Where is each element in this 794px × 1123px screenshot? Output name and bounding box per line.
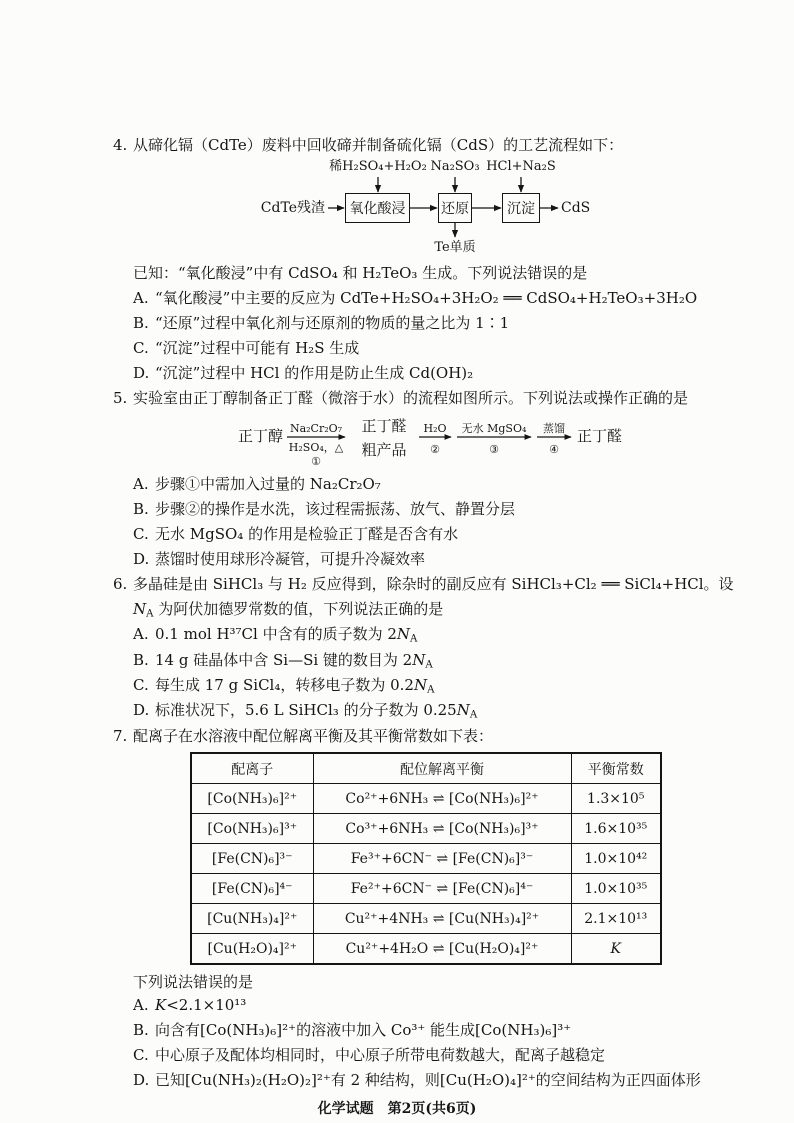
option-text (155, 651, 433, 669)
option-text: 步骤①中需加入过量的 Na₂Cr₂O₇ (155, 475, 381, 493)
table-cell-constant: 1.6×10³⁵ (571, 814, 661, 844)
table-cell-ion: [Cu(NH₃)₄]²⁺ (191, 904, 313, 934)
question-4-stem (113, 134, 623, 156)
q5-option-b (133, 498, 515, 520)
q7-option-d (133, 1069, 701, 1091)
crude-product-label-line1: 正丁醛 (361, 417, 407, 435)
table-header-row (191, 753, 661, 784)
option-text: 蒸馏时使用球形冷凝管，可提升冷凝效率 (155, 550, 426, 568)
table-header-ion: 配离子 (191, 753, 313, 784)
table-cell-equilibrium: Fe²⁺+6CN⁻ ⇌ [Fe(CN)₆]⁴⁻ (313, 874, 571, 904)
question-6-stem-line2 (133, 598, 443, 620)
table-cell-equilibrium: Co³⁺+6NH₃ ⇌ [Co(NH₃)₆]³⁺ (313, 814, 571, 844)
process-box-reduction (438, 193, 472, 223)
text-run: 0.1 mol H³⁷Cl 中含有的质子数为 2 (155, 625, 397, 643)
option-text: “还原”过程中氧化剂与还原剂的物质的量之比为 1∶1 (155, 314, 510, 332)
text-run: 每生成 17 g SiCl₄，转移电子数为 0.2 (155, 676, 414, 694)
q6-option-c (133, 674, 434, 696)
process-box-label: 氧化酸浸 (349, 201, 406, 217)
table-cell-ion: [Fe(CN)₆]⁴⁻ (191, 874, 313, 904)
text-run: 14 g 硅晶体中含 Si—Si 键的数目为 2 (155, 651, 413, 669)
option-key: A. (133, 625, 149, 643)
step4-number: ④ (549, 443, 559, 456)
crude-product-label-line2: 粗产品 (361, 441, 407, 459)
question-stem-text: 从碲化镉（CdTe）废料中回收碲并制备硫化镉（CdS）的工艺流程如下： (133, 136, 624, 154)
option-key: B. (133, 500, 149, 518)
option-key: C. (133, 525, 149, 543)
option-text: 中心原子及配体均相同时，中心原子所带电荷数越大，配离子越稳定 (155, 1046, 606, 1064)
table-cell-ion: [Fe(CN)₆]³⁻ (191, 844, 313, 874)
text-run: 标准状况下，5.6 L SiHCl₃ 的分子数为 0.25 (155, 701, 457, 719)
italic-symbol: N (396, 625, 411, 643)
byproduct-label: Te单质 (434, 240, 476, 255)
italic-symbol: K (155, 996, 167, 1014)
table-row (191, 934, 661, 965)
reagent-label: HCl+Na₂S (486, 159, 556, 174)
subscript: A (469, 709, 478, 721)
text-run: 为阿伏加德罗常数的值，下列说法正确的是 (153, 600, 444, 618)
step2-reagent-label: H₂O (423, 422, 447, 435)
table-cell-constant: 2.1×10¹³ (571, 904, 661, 934)
table-cell-equilibrium: Fe³⁺+6CN⁻ ⇌ [Fe(CN)₆]³⁻ (313, 844, 571, 874)
q4-option-a (133, 287, 697, 309)
q5-option-a (133, 473, 381, 495)
option-key: B. (133, 651, 149, 669)
option-key: D. (133, 1071, 150, 1089)
q6-option-b (133, 649, 433, 671)
option-text: “氧化酸浸”中主要的反应为 CdTe+H₂SO₄+3H₂O₂ ══ CdSO₄+H₂TeO₃+3H₂O (155, 289, 698, 307)
flow-end-label: 正丁醛 (577, 427, 623, 445)
subscript: A (425, 659, 433, 671)
process-box-label: 还原 (441, 201, 469, 217)
q4-process-flow (255, 155, 595, 260)
question-stem-text: 实验室由正丁醇制备正丁醛（微溶于水）的流程如图所示。下列说法或操作正确的是 (133, 389, 689, 407)
table-cell-constant: 1.3×10⁵ (571, 784, 661, 814)
table-cell-ion: [Co(NH₃)₆]³⁺ (191, 814, 313, 844)
table-row (191, 874, 661, 904)
table-header-equilibrium: 配位解离平衡 (313, 753, 571, 784)
option-key: C. (133, 339, 149, 357)
option-key: A. (133, 289, 149, 307)
option-key: B. (133, 1021, 149, 1039)
q6-option-a (133, 623, 417, 645)
step4-operation-label: 蒸馏 (543, 422, 565, 435)
flow-start-label: 正丁醇 (237, 427, 283, 445)
reagent-label: Na₂SO₃ (430, 159, 480, 174)
step1-number: ① (311, 455, 321, 468)
table-cell-ion: [Cu(H₂O)₄]²⁺ (191, 934, 313, 965)
q5-option-d (133, 548, 425, 570)
subscript: A (410, 633, 418, 645)
option-key: A. (133, 475, 149, 493)
italic-symbol: N (133, 600, 147, 618)
option-key: C. (133, 676, 149, 694)
text-run: <2.1×10¹³ (166, 996, 247, 1014)
step3-number: ③ (489, 443, 499, 456)
flow-output-label: CdS (561, 200, 591, 216)
q4-known-info: 已知：“氧化酸浸”中有 CdSO₄ 和 H₂TeO₃ 生成。下列说法错误的是 (133, 264, 588, 282)
q4-option-b (133, 312, 509, 334)
page-footer: 化学试题 第2页(共6页) (317, 1101, 477, 1117)
italic-symbol: N (456, 701, 470, 719)
step1-reagent-label: Na₂Cr₂O₇ (289, 422, 343, 435)
table-header-constant: 平衡常数 (571, 753, 661, 784)
q4-option-c (133, 337, 359, 359)
italic-symbol: K (610, 940, 621, 957)
q5-process-flow (225, 415, 635, 473)
question-number: 5. (113, 389, 128, 407)
option-text: 步骤②的操作是水洗，该过程需振荡、放气、静置分层 (155, 500, 516, 518)
table-cell-ion: [Co(NH₃)₆]²⁺ (191, 784, 313, 814)
option-text: 已知[Cu(NH₃)₂(H₂O)₂]²⁺有 2 种结构，则[Cu(H₂O)₄]²⁺的空间结构为正四面体形 (155, 1071, 701, 1089)
question-7-stem (113, 725, 493, 747)
q7-option-a (133, 994, 246, 1016)
subscript: A (146, 608, 154, 620)
table-cell-equilibrium: Cu²⁺+4NH₃ ⇌ [Cu(NH₃)₄]²⁺ (313, 904, 571, 934)
table-row (191, 814, 661, 844)
option-text: “沉淀”过程中可能有 H₂S 生成 (155, 339, 360, 357)
step3-reagent-label: 无水 MgSO₄ (461, 422, 527, 435)
process-box-label: 沉淀 (507, 201, 535, 217)
question-stem-text: 配离子在水溶液中配位解离平衡及其平衡常数如下表： (133, 727, 494, 745)
table-cell-constant (571, 934, 661, 965)
process-box-precipitation (502, 193, 540, 223)
option-key: B. (133, 314, 149, 332)
option-key: A. (133, 996, 149, 1014)
option-key: D. (133, 550, 150, 568)
option-text: 无水 MgSO₄ 的作用是检验正丁醛是否含有水 (155, 525, 459, 543)
q7-option-b (133, 1019, 571, 1041)
option-key: C. (133, 1046, 149, 1064)
subscript: A (427, 684, 435, 696)
table-cell-constant: 1.0×10⁴² (571, 844, 661, 874)
option-key: D. (133, 364, 150, 382)
table-row (191, 844, 661, 874)
table-row (191, 904, 661, 934)
q6-option-d (133, 699, 477, 721)
flow-input-label: CdTe残渣 (260, 200, 325, 216)
q4-option-d (133, 362, 473, 384)
option-text (155, 996, 246, 1014)
step1-condition-label: H₂SO₄，△ (288, 441, 344, 454)
option-text: “沉淀”过程中 HCl 的作用是防止生成 Cd(OH)₂ (155, 364, 474, 382)
reagent-label: 稀H₂SO₄+H₂O₂ (329, 159, 427, 174)
italic-symbol: N (412, 651, 426, 669)
option-key: D. (133, 701, 150, 719)
italic-symbol: N (413, 676, 428, 694)
process-box-oxidative-leach (345, 193, 410, 223)
option-text (155, 676, 434, 694)
table-row (191, 784, 661, 814)
question-number: 4. (113, 136, 128, 154)
q7-option-c (133, 1044, 605, 1066)
option-text (155, 701, 477, 719)
question-5-stem (113, 387, 688, 409)
question-number: 7. (113, 727, 128, 745)
question-6-stem (113, 573, 734, 595)
q7-prompt: 下列说法错误的是 (133, 973, 254, 991)
question-number: 6. (113, 575, 128, 593)
option-text (155, 625, 417, 643)
table-cell-equilibrium: Co²⁺+6NH₃ ⇌ [Co(NH₃)₆]²⁺ (313, 784, 571, 814)
step2-number: ② (430, 443, 440, 456)
question-stem-text: 多晶硅是由 SiHCl₃ 与 H₂ 反应得到，除杂时的副反应有 SiHCl₃+Cl₂ ══ SiCl₄+HCl。设 (133, 575, 734, 593)
option-text: 向含有[Co(NH₃)₆]²⁺的溶液中加入 Co³⁺ 能生成[Co(NH₃)₆]³⁺ (155, 1021, 572, 1039)
table-cell-equilibrium: Cu²⁺+4H₂O ⇌ [Cu(H₂O)₄]²⁺ (313, 934, 571, 965)
q5-option-c (133, 523, 458, 545)
table-cell-constant: 1.0×10³⁵ (571, 874, 661, 904)
equilibrium-constant-table (190, 752, 662, 965)
